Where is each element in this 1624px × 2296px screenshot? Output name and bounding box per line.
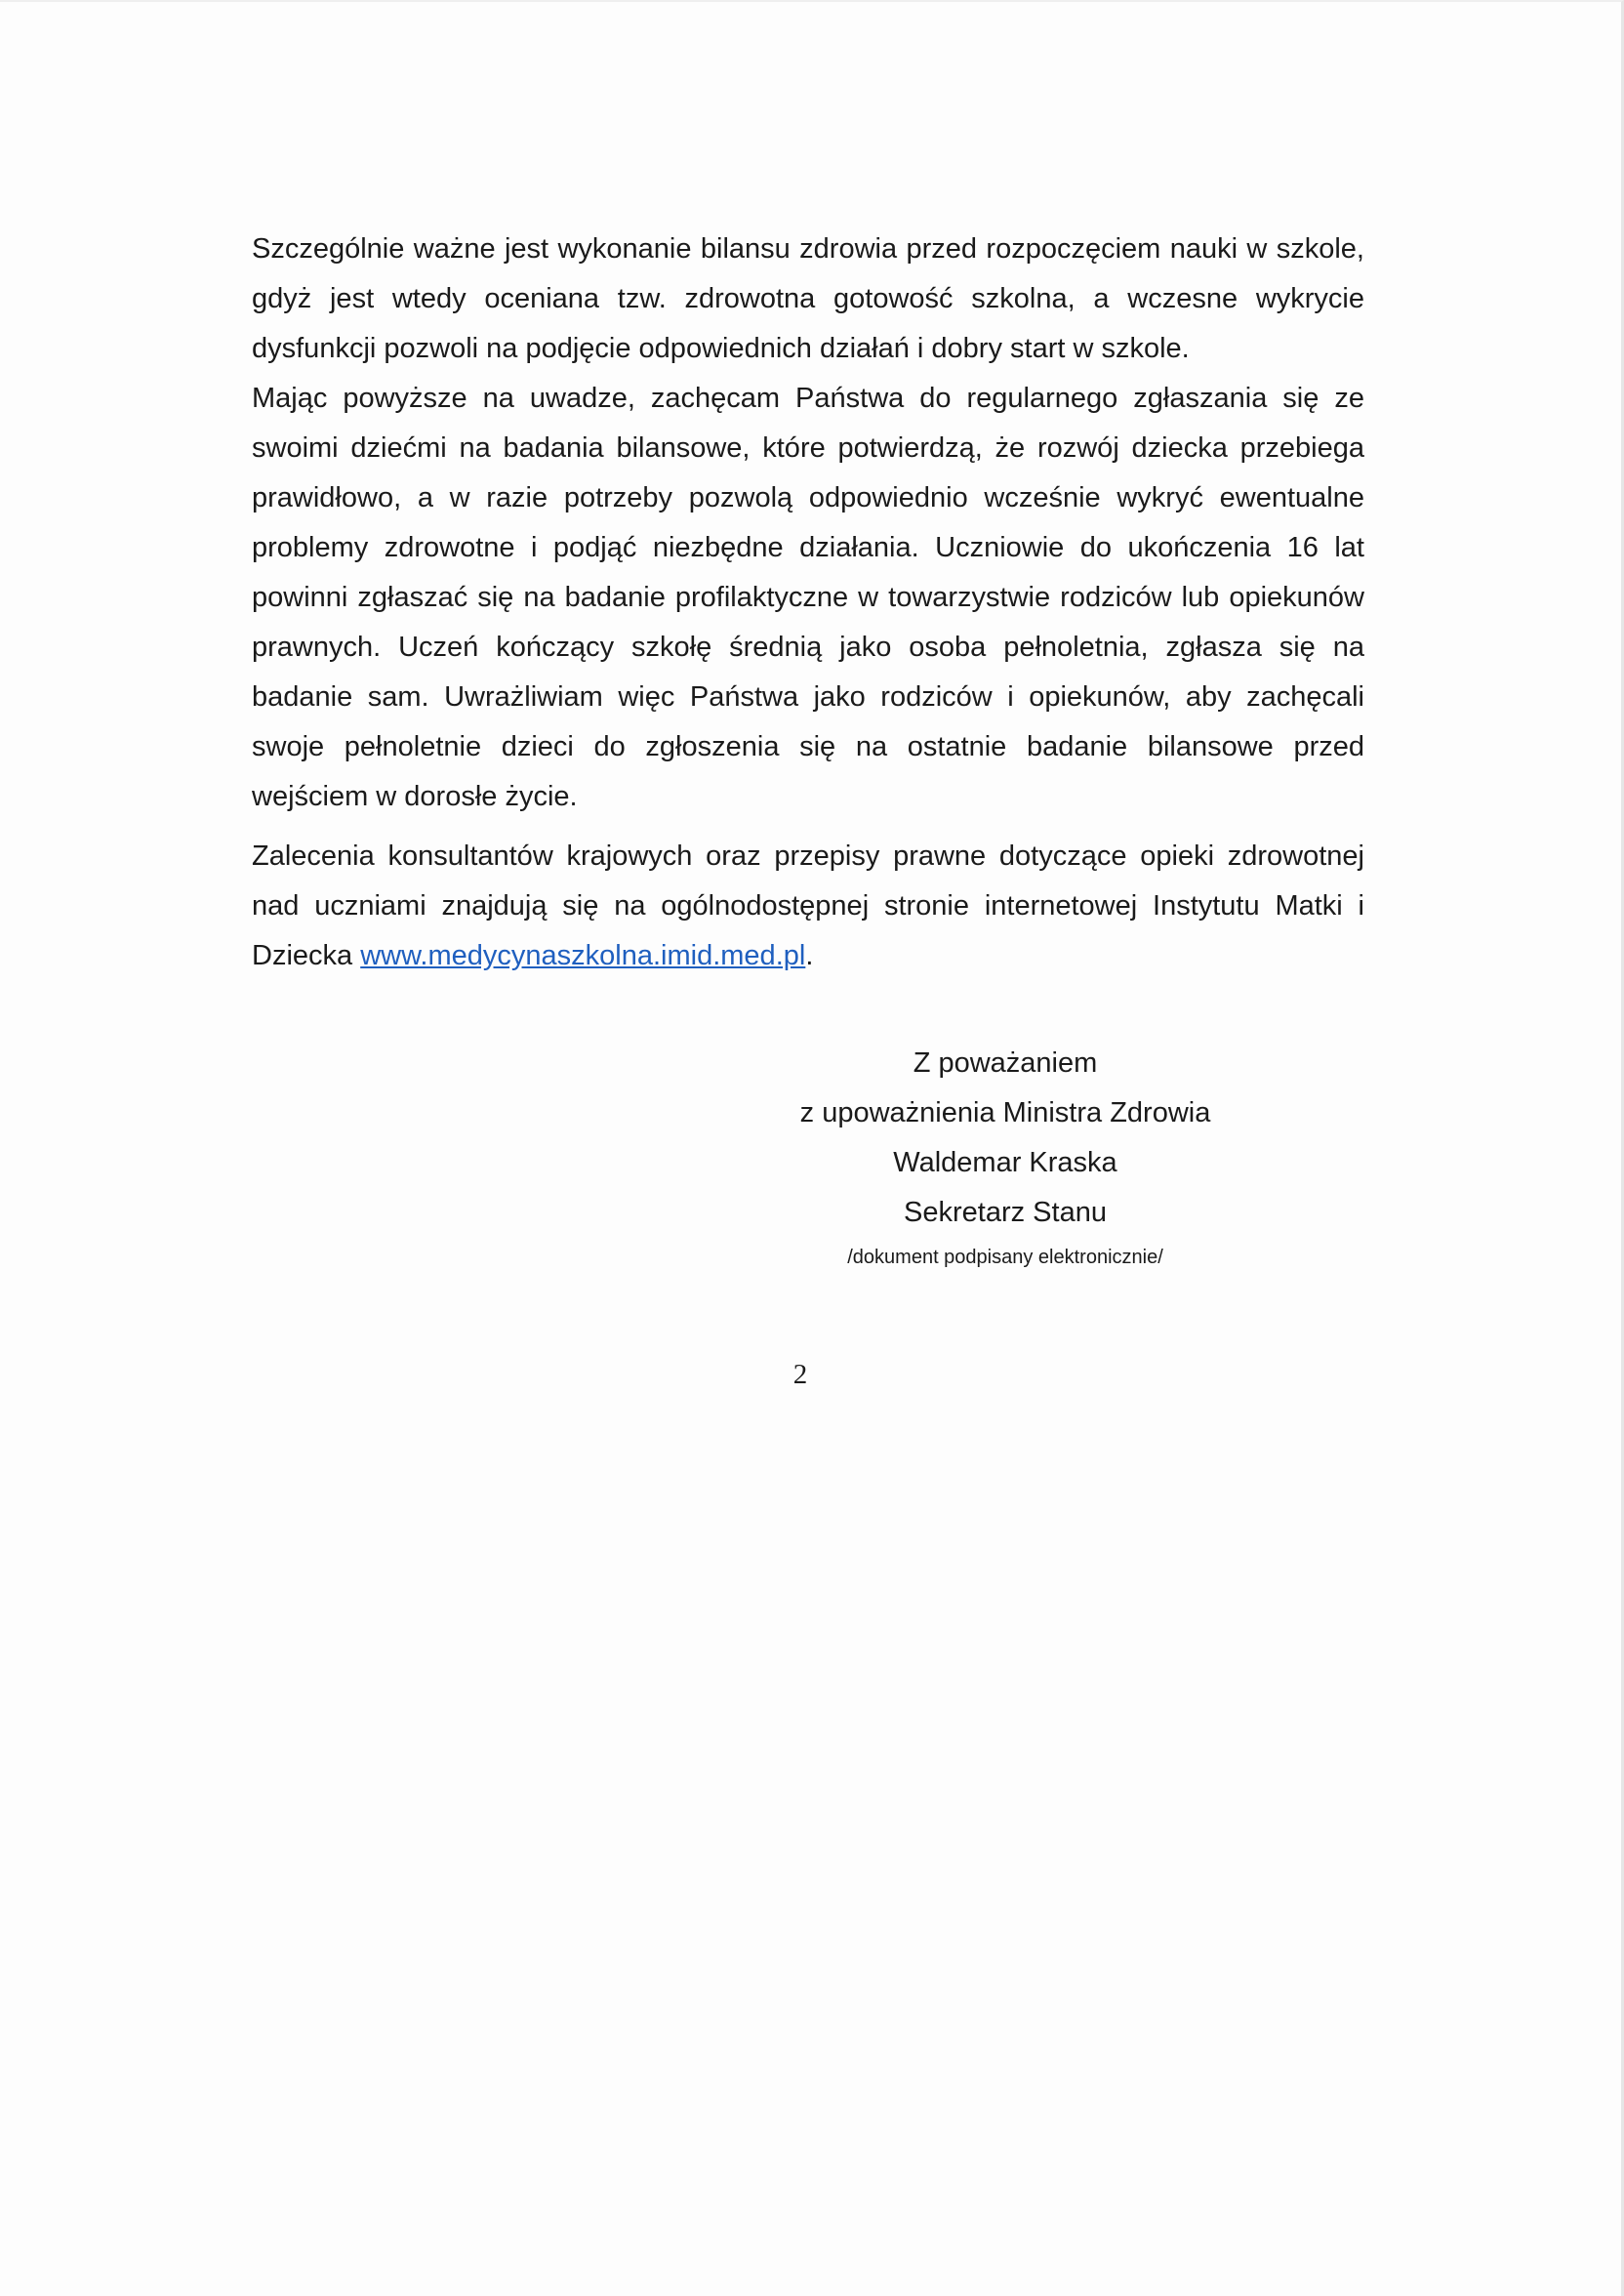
letter-body <box>252 225 1364 981</box>
recommendations-text: Zalecenia konsultantów krajowych oraz przepisy prawne dotyczące opieki zdrowotnej nad uczniami znajdują się na ogólnodostępnej stronie internetowej Instytutu Matki i Dziecka <box>252 840 1364 971</box>
recommendations-end: . <box>805 940 814 971</box>
paragraph-encouragement: Mając powyższe na uwadze, zachęcam Państwa do regularnego zgłaszania się ze swoimi dziećmi na badania bilansowe, które potwierdzą, że rozwój dziecka przebiega prawidłowo, a w razie potrzeby pozwolą odpowiednio wcześnie wykryć ewentualne problemy zdrowotne i podjąć niezbędne działania. Uczniowie do ukończenia 16 lat powinni zgłaszać się na badanie profilaktyczne w towarzystwie rodziców lub opiekunów prawnych. Uczeń kończący szkołę średnią jako osoba pełnoletnia, zgłasza się na badanie sam. Uwrażliwiam więc Państwa jako rodziców i opiekunów, aby zachęcali swoje pełnoletnie dzieci do zgłoszenia się na ostatnie badanie bilansowe przed wejściem w dorosłe życie. <box>252 383 1364 812</box>
imid-website-link[interactable]: www.medycynaszkolna.imid.med.pl <box>360 940 806 971</box>
electronic-signature-note: /dokument podpisany elektronicznie/ <box>847 1247 1163 1268</box>
signatory-title: Sekretarz Stanu <box>904 1197 1107 1228</box>
paragraph-recommendations <box>252 832 1364 981</box>
authorization-line: z upoważnienia Ministra Zdrowia <box>799 1097 1211 1128</box>
closing-line: Z poważaniem <box>913 1047 1098 1079</box>
signature-block <box>761 1039 1249 1277</box>
paragraph-health-assessment: Szczególnie ważne jest wykonanie bilansu zdrowia przed rozpoczęciem nauki w szkole, gdyż jest wtedy oceniana tzw. zdrowotna gotowość szkolna, a wczesne wykrycie dysfunkcji pozwoli na podjęcie odpowiednich działań i dobry start w szkole. <box>252 233 1364 364</box>
signatory-name: Waldemar Kraska <box>893 1147 1117 1178</box>
page-number: 2 <box>792 1359 808 1390</box>
